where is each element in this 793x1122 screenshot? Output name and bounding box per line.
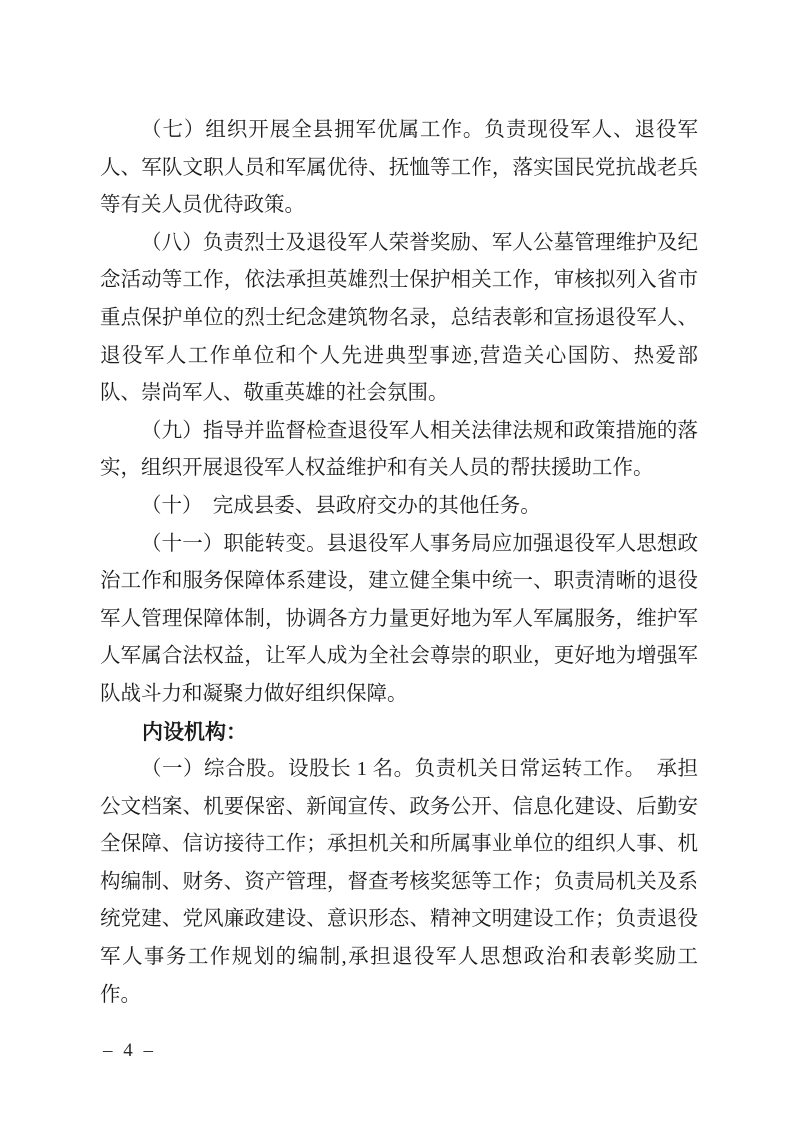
page-number: – 4 – [103,1040,156,1061]
paragraph-item-7: （七）组织开展全县拥军优属工作。负责现役军人、退役军人、军队文职人员和军属优待、抚恤等工作，落实国民党抗战老兵等有关人员优待政策。 [100,119,698,217]
paragraph-item-1-general-section: （一）综合股。设股长 1 名。负责机关日常运转工作。 承担公文档案、机要保密、新闻宣传、政务公开、信息化建设、后勤安全保障、信访接待工作；承担机关和所属事业单位的组织人事、机构编制、财务、资产管理，督查考核奖惩等工作；负责局机关及系统党建、党风廉政建设、意识形态、精神文明建设工作；负责退役军人事务工作规划的编制,承担退役军人思想政治和表彰奖励工作。 [100,758,698,1006]
paragraph-item-9: （九）指导并监督检查退役军人相关法律法规和政策措施的落实，组织开展退役军人权益维护和有关人员的帮扶援助工作。 [100,419,698,480]
document-body [100,112,698,1014]
paragraph-item-11-function-change: （十一）职能转变。县退役军人事务局应加强退役军人思想政治工作和服务保障体系建设，建立健全集中统一、职责清晰的退役军人管理保障体制，协调各方力量更好地为军人军属服务，维护军人军属合法权益，让军人成为全社会尊崇的职业，更好地为增强军队战斗力和凝聚力做好组织保障。 [100,532,698,705]
paragraph-item-10: （十） 完成县委、县政府交办的其他任务。 [141,494,541,517]
section-heading-internal-organization: 内设机构： [142,719,247,744]
paragraph-item-8: （八）负责烈士及退役军人荣誉奖励、军人公墓管理维护及纪念活动等工作，依法承担英雄烈士保护相关工作，审核拟列入省市重点保护单位的烈士纪念建筑物名录，总结表彰和宣扬退役军人、退役军人工作单位和个人先进典型事迹,营造关心国防、热爱部队、崇尚军人、敬重英雄的社会氛围。 [100,231,698,405]
